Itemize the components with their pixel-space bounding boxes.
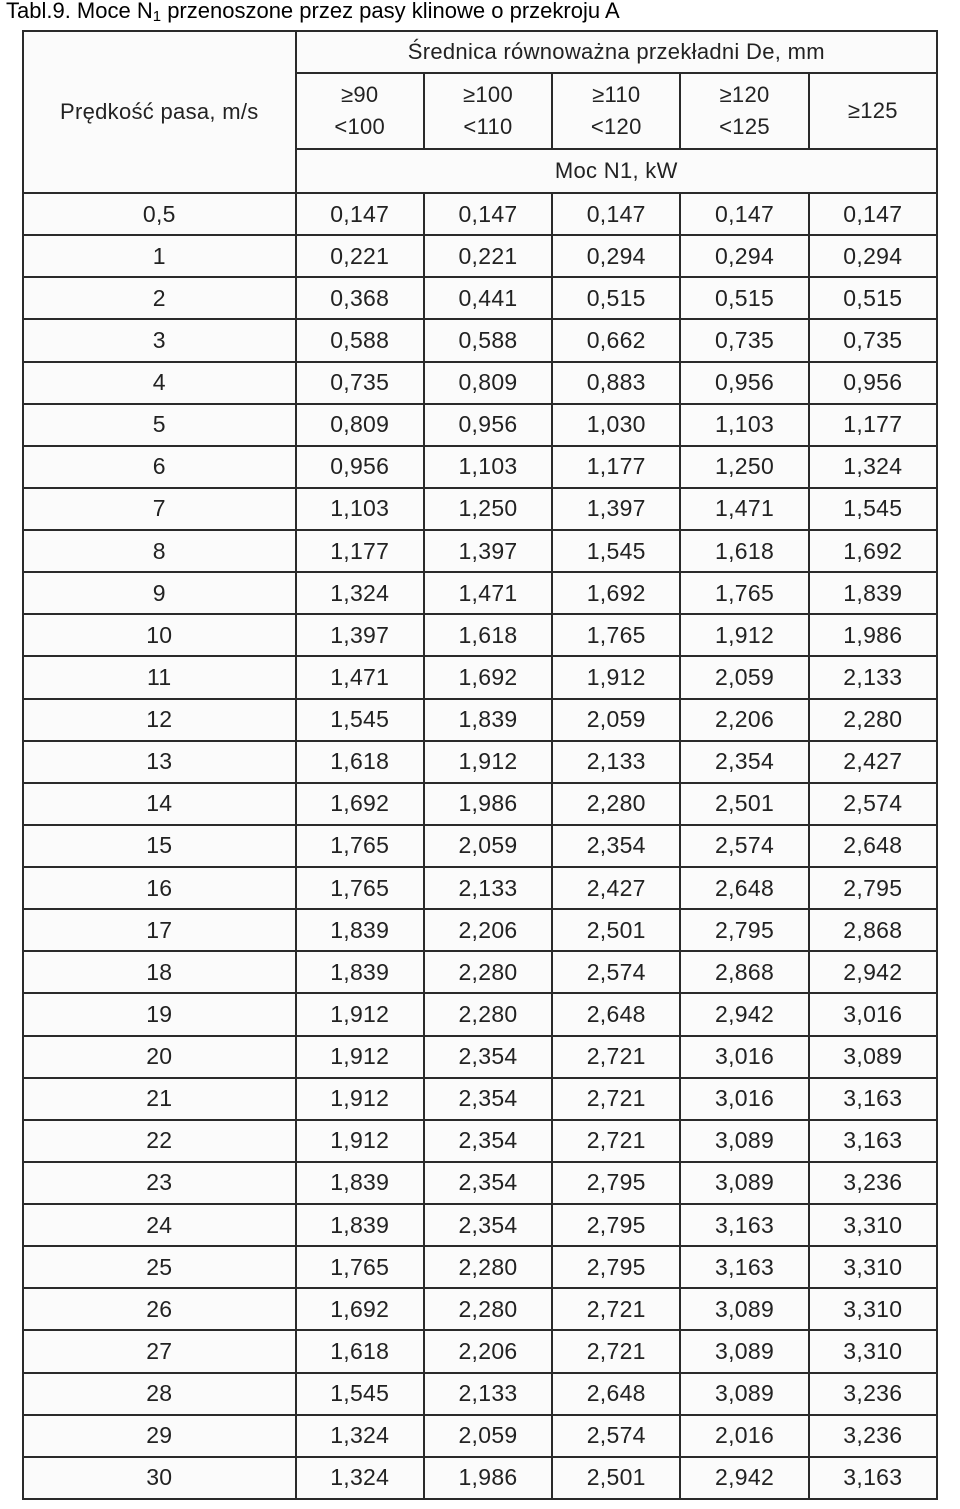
power-cell: 2,721	[552, 1330, 680, 1372]
speed-cell: 15	[23, 825, 296, 867]
power-cell: 1,250	[424, 488, 552, 530]
power-cell: 1,692	[809, 530, 937, 572]
power-cell: 2,059	[680, 656, 808, 698]
table-row	[23, 1204, 937, 1246]
power-cell: 3,016	[809, 993, 937, 1035]
power-cell: 1,839	[296, 909, 424, 951]
power-cell: 2,059	[552, 699, 680, 741]
speed-cell: 9	[23, 572, 296, 614]
power-cell: 1,912	[296, 993, 424, 1035]
power-cell: 2,133	[809, 656, 937, 698]
speed-cell: 6	[23, 446, 296, 488]
power-cell: 2,721	[552, 1120, 680, 1162]
speed-cell: 5	[23, 404, 296, 446]
range-high: <110	[463, 114, 513, 139]
power-cell: 2,795	[552, 1246, 680, 1288]
power-cell: 3,089	[680, 1330, 808, 1372]
power-cell: 1,324	[296, 1457, 424, 1499]
table-row	[23, 572, 937, 614]
power-cell: 0,368	[296, 277, 424, 319]
power-cell: 3,089	[680, 1120, 808, 1162]
power-cell: 1,765	[296, 825, 424, 867]
power-cell: 3,163	[680, 1246, 808, 1288]
table-row	[23, 783, 937, 825]
power-cell: 2,574	[552, 951, 680, 993]
table-row	[23, 362, 937, 404]
speed-cell: 27	[23, 1330, 296, 1372]
power-cell: 2,206	[424, 1330, 552, 1372]
power-cell: 1,618	[424, 614, 552, 656]
power-cell: 2,354	[424, 1036, 552, 1078]
table-row	[23, 909, 937, 951]
power-cell: 3,310	[809, 1246, 937, 1288]
speed-cell: 0,5	[23, 193, 296, 235]
power-cell: 1,545	[809, 488, 937, 530]
power-cell: 2,868	[809, 909, 937, 951]
power-cell: 0,147	[552, 193, 680, 235]
power-cell: 1,839	[296, 951, 424, 993]
table-row	[23, 404, 937, 446]
power-cell: 0,588	[424, 319, 552, 361]
power-cell: 2,942	[680, 1457, 808, 1499]
power-cell: 2,059	[424, 1415, 552, 1457]
power-cell: 3,236	[809, 1415, 937, 1457]
table-body	[23, 193, 937, 1499]
power-cell: 0,221	[296, 235, 424, 277]
table-row	[23, 319, 937, 361]
speed-cell: 29	[23, 1415, 296, 1457]
power-cell: 2,721	[552, 1078, 680, 1120]
power-cell: 0,147	[809, 193, 937, 235]
power-cell: 2,280	[809, 699, 937, 741]
speed-header: Prędkość pasa, m/s	[23, 31, 296, 193]
speed-cell: 16	[23, 867, 296, 909]
power-cell: 2,795	[552, 1204, 680, 1246]
power-cell: 0,147	[424, 193, 552, 235]
table-row	[23, 1415, 937, 1457]
power-cell: 2,721	[552, 1288, 680, 1330]
power-cell: 0,147	[296, 193, 424, 235]
power-cell: 3,089	[680, 1373, 808, 1415]
power-cell: 1,324	[296, 1415, 424, 1457]
range-low: ≥90	[341, 82, 379, 107]
power-cell: 2,574	[552, 1415, 680, 1457]
power-cell: 0,588	[296, 319, 424, 361]
table-row	[23, 488, 937, 530]
range-high: <120	[590, 114, 642, 139]
power-table	[22, 30, 938, 1500]
power-cell: 1,692	[296, 1288, 424, 1330]
power-cell: 2,206	[680, 699, 808, 741]
diameter-range-header	[809, 73, 937, 149]
power-cell: 0,515	[809, 277, 937, 319]
power-cell: 3,236	[809, 1373, 937, 1415]
power-cell: 1,765	[680, 572, 808, 614]
table-row	[23, 1330, 937, 1372]
power-cell: 2,427	[552, 867, 680, 909]
caption-suffix: przenoszone przez pasy klinowe o przekroju A	[161, 0, 620, 23]
power-cell: 1,692	[552, 572, 680, 614]
power-cell: 1,397	[424, 530, 552, 572]
caption-prefix: Tabl.9. Moce N	[6, 0, 153, 23]
diameter-range-header	[680, 73, 808, 149]
speed-cell: 3	[23, 319, 296, 361]
power-cell: 1,618	[296, 1330, 424, 1372]
power-cell: 1,912	[680, 614, 808, 656]
power-cell: 1,839	[296, 1162, 424, 1204]
power-cell: 2,280	[424, 1246, 552, 1288]
power-cell: 0,956	[680, 362, 808, 404]
table-row	[23, 193, 937, 235]
table-row	[23, 699, 937, 741]
table-row	[23, 446, 937, 488]
power-cell: 2,133	[424, 867, 552, 909]
power-cell: 1,324	[809, 446, 937, 488]
power-cell: 2,648	[552, 1373, 680, 1415]
power-cell: 2,942	[680, 993, 808, 1035]
power-cell: 1,692	[296, 783, 424, 825]
power-cell: 1,177	[296, 530, 424, 572]
power-cell: 1,765	[296, 867, 424, 909]
power-cell: 3,236	[809, 1162, 937, 1204]
power-cell: 3,163	[680, 1204, 808, 1246]
range-low: ≥120	[719, 82, 770, 107]
power-cell: 0,883	[552, 362, 680, 404]
power-cell: 1,103	[680, 404, 808, 446]
speed-cell: 25	[23, 1246, 296, 1288]
power-cell: 0,515	[680, 277, 808, 319]
table-row	[23, 825, 937, 867]
power-cell: 0,956	[424, 404, 552, 446]
power-cell: 1,618	[680, 530, 808, 572]
range-low: ≥100	[463, 82, 513, 107]
power-cell: 0,735	[680, 319, 808, 361]
speed-cell: 17	[23, 909, 296, 951]
table-row	[23, 656, 937, 698]
power-cell: 0,515	[552, 277, 680, 319]
power-cell: 0,956	[809, 362, 937, 404]
power-cell: 0,809	[424, 362, 552, 404]
power-cell: 3,089	[809, 1036, 937, 1078]
power-cell: 2,721	[552, 1036, 680, 1078]
power-cell: 1,839	[424, 699, 552, 741]
speed-cell: 14	[23, 783, 296, 825]
power-cell: 3,089	[680, 1288, 808, 1330]
table-row	[23, 1120, 937, 1162]
power-cell: 1,103	[424, 446, 552, 488]
power-cell: 2,133	[552, 741, 680, 783]
power-cell: 2,574	[809, 783, 937, 825]
power-cell: 1,397	[552, 488, 680, 530]
speed-cell: 10	[23, 614, 296, 656]
power-cell: 0,294	[680, 235, 808, 277]
power-cell: 1,912	[296, 1078, 424, 1120]
power-cell: 0,294	[809, 235, 937, 277]
power-cell: 3,163	[809, 1457, 937, 1499]
power-cell: 1,545	[296, 699, 424, 741]
power-cell: 0,441	[424, 277, 552, 319]
table-row	[23, 1162, 937, 1204]
caption-subscript: 1	[152, 8, 162, 25]
power-cell: 2,354	[424, 1120, 552, 1162]
power-cell: 0,662	[552, 319, 680, 361]
table-row	[23, 530, 937, 572]
power-cell: 3,089	[680, 1162, 808, 1204]
power-cell: 1,618	[296, 741, 424, 783]
power-cell: 1,030	[552, 404, 680, 446]
diameter-range-header	[552, 73, 680, 149]
power-cell: 1,103	[296, 488, 424, 530]
power-cell: 2,354	[424, 1204, 552, 1246]
table-row	[23, 614, 937, 656]
table-caption	[6, 0, 620, 24]
power-cell: 2,280	[424, 993, 552, 1035]
power-cell: 2,354	[424, 1162, 552, 1204]
speed-cell: 2	[23, 277, 296, 319]
power-cell: 1,986	[424, 1457, 552, 1499]
speed-cell: 19	[23, 993, 296, 1035]
power-cell: 1,397	[296, 614, 424, 656]
power-cell: 1,912	[296, 1036, 424, 1078]
power-cell: 3,310	[809, 1204, 937, 1246]
power-cell: 2,574	[680, 825, 808, 867]
speed-cell: 26	[23, 1288, 296, 1330]
power-header: Moc N1, kW	[296, 149, 937, 193]
power-cell: 1,471	[424, 572, 552, 614]
diameter-range-header	[296, 73, 424, 149]
table-row	[23, 993, 937, 1035]
scanned-table-image	[22, 30, 938, 1500]
table-row	[23, 867, 937, 909]
speed-cell: 7	[23, 488, 296, 530]
range-high: <100	[334, 114, 386, 139]
power-cell: 3,016	[680, 1036, 808, 1078]
power-cell: 0,147	[680, 193, 808, 235]
power-cell: 2,795	[680, 909, 808, 951]
power-cell: 3,310	[809, 1330, 937, 1372]
speed-cell: 13	[23, 741, 296, 783]
power-cell: 2,648	[809, 825, 937, 867]
power-cell: 2,206	[424, 909, 552, 951]
speed-cell: 18	[23, 951, 296, 993]
table-row	[23, 1373, 937, 1415]
power-cell: 1,177	[552, 446, 680, 488]
range-low: ≥110	[592, 82, 641, 107]
table-row	[23, 235, 937, 277]
power-cell: 2,942	[809, 951, 937, 993]
power-cell: 2,280	[552, 783, 680, 825]
power-cell: 2,501	[552, 909, 680, 951]
power-cell: 1,545	[552, 530, 680, 572]
power-cell: 2,280	[424, 951, 552, 993]
power-cell: 1,765	[552, 614, 680, 656]
diameter-header: Średnica równoważna przekładni De, mm	[296, 31, 937, 73]
speed-cell: 12	[23, 699, 296, 741]
power-cell: 3,163	[809, 1078, 937, 1120]
power-cell: 2,795	[552, 1162, 680, 1204]
speed-cell: 11	[23, 656, 296, 698]
table-row	[23, 741, 937, 783]
power-cell: 2,501	[552, 1457, 680, 1499]
power-cell: 2,280	[424, 1288, 552, 1330]
power-cell: 1,545	[296, 1373, 424, 1415]
speed-cell: 23	[23, 1162, 296, 1204]
power-cell: 1,839	[296, 1204, 424, 1246]
power-cell: 1,986	[424, 783, 552, 825]
power-cell: 0,221	[424, 235, 552, 277]
power-cell: 2,648	[680, 867, 808, 909]
power-cell: 0,294	[552, 235, 680, 277]
table-row	[23, 1246, 937, 1288]
power-cell: 1,692	[424, 656, 552, 698]
power-cell: 2,016	[680, 1415, 808, 1457]
power-cell: 0,735	[296, 362, 424, 404]
power-cell: 3,310	[809, 1288, 937, 1330]
speed-cell: 1	[23, 235, 296, 277]
power-cell: 1,986	[809, 614, 937, 656]
power-cell: 1,912	[552, 656, 680, 698]
speed-cell: 28	[23, 1373, 296, 1415]
power-cell: 0,956	[296, 446, 424, 488]
table-row	[23, 1078, 937, 1120]
table-row	[23, 1036, 937, 1078]
power-cell: 2,354	[424, 1078, 552, 1120]
power-cell: 2,133	[424, 1373, 552, 1415]
power-cell: 1,324	[296, 572, 424, 614]
power-cell: 2,648	[552, 993, 680, 1035]
speed-cell: 20	[23, 1036, 296, 1078]
power-cell: 1,912	[424, 741, 552, 783]
speed-cell: 8	[23, 530, 296, 572]
table-row	[23, 951, 937, 993]
power-cell: 1,839	[809, 572, 937, 614]
speed-cell: 22	[23, 1120, 296, 1162]
speed-cell: 30	[23, 1457, 296, 1499]
range-low: ≥125	[847, 98, 898, 123]
power-cell: 0,809	[296, 404, 424, 446]
power-cell: 1,471	[296, 656, 424, 698]
power-cell: 2,795	[809, 867, 937, 909]
power-cell: 3,163	[809, 1120, 937, 1162]
speed-cell: 21	[23, 1078, 296, 1120]
table-row	[23, 1457, 937, 1499]
power-cell: 2,501	[680, 783, 808, 825]
table-row	[23, 1288, 937, 1330]
power-cell: 2,427	[809, 741, 937, 783]
power-cell: 0,735	[809, 319, 937, 361]
power-cell: 2,868	[680, 951, 808, 993]
power-cell: 1,912	[296, 1120, 424, 1162]
power-cell: 1,250	[680, 446, 808, 488]
power-cell: 3,016	[680, 1078, 808, 1120]
power-cell: 1,177	[809, 404, 937, 446]
diameter-range-header	[424, 73, 552, 149]
speed-cell: 24	[23, 1204, 296, 1246]
power-cell: 1,471	[680, 488, 808, 530]
power-cell: 1,765	[296, 1246, 424, 1288]
speed-cell: 4	[23, 362, 296, 404]
power-cell: 2,354	[552, 825, 680, 867]
power-cell: 2,059	[424, 825, 552, 867]
range-high: <125	[719, 114, 770, 139]
table-row	[23, 277, 937, 319]
power-cell: 2,354	[680, 741, 808, 783]
